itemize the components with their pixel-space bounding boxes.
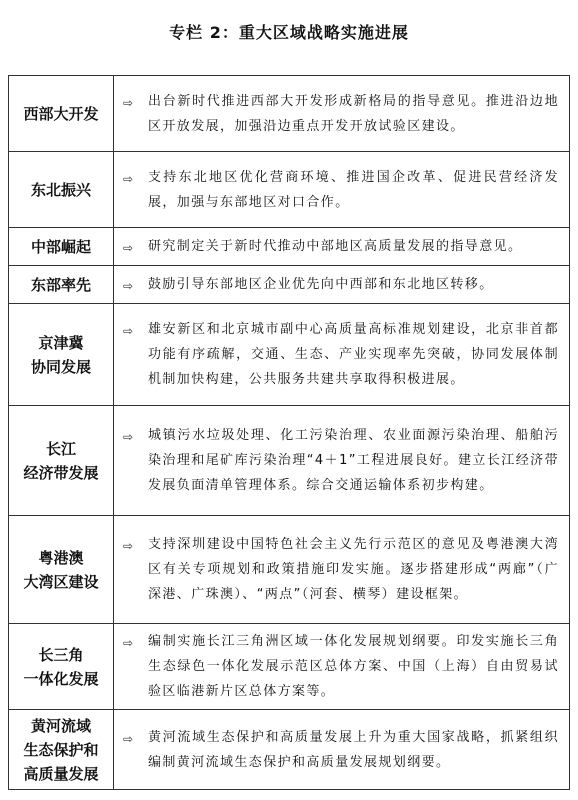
table-row (9, 228, 570, 266)
progress-text: 支持深圳建设中国特色社会主义先行示范区的意见及粤港澳大湾区有关专项规划和政策措施印发实施。逐步搭建形成“两廊”（广深港、广珠澳）、“两点”（河套、横琴）建设框架。 (148, 537, 559, 602)
progress-text: 城镇污水垃圾处理、化工污染治理、农业面源污染治理、船舶污染治理和尾矿库污染治理“4＋1”工程进展良好。建立长江经济带发展负面清单管理体系。综合交通运输体系初步构建。 (148, 428, 559, 493)
table-row (9, 406, 570, 516)
region-name: 粤港澳 大湾区建设 (9, 516, 114, 624)
table-row (9, 76, 570, 152)
progress-text: 鼓励引导东部地区企业优先向中西部和东北地区转移。 (148, 277, 494, 292)
hollow-arrow-icon: ⇨ (123, 279, 134, 293)
region-name: 长江 经济带发展 (9, 406, 114, 516)
progress-text: 黄河流域生态保护和高质量发展上升为重大国家战略，抓紧组织编制黄河流域生态保护和高质量发展规划纲要。 (148, 729, 559, 770)
table-row (9, 624, 570, 710)
hollow-arrow-icon: ⇨ (123, 95, 134, 110)
hollow-arrow-icon: ⇨ (123, 324, 134, 338)
progress-text: 支持东北地区优化营商环境、推进国企改革、促进民营经济发展，加强与东部地区对口合作。 (148, 169, 559, 210)
region-name: 东部率先 (9, 266, 114, 304)
hollow-arrow-icon: ⇨ (123, 636, 134, 650)
region-name: 中部崛起 (9, 228, 114, 266)
region-name: 西部大开发 (9, 76, 114, 152)
table-row (9, 710, 570, 790)
table-row (9, 304, 570, 406)
progress-text: 出台新时代推进西部大开发形成新格局的指导意见。推进沿边地区开放发展，加强沿边重点开发开放试验区建设。 (148, 93, 559, 134)
table-row (9, 516, 570, 624)
table-row (9, 266, 570, 304)
progress-text: 研究制定关于新时代推动中部地区高质量发展的指导意见。 (148, 239, 523, 254)
hollow-arrow-icon: ⇨ (123, 539, 134, 553)
region-name: 京津冀 协同发展 (9, 304, 114, 406)
hollow-arrow-icon: ⇨ (123, 241, 134, 255)
table-row (9, 152, 570, 228)
page-title: 专栏 2：重大区域战略实施进展 (169, 23, 409, 42)
hollow-arrow-icon: ⇨ (123, 171, 134, 186)
region-name: 黄河流域 生态保护和 高质量发展 (9, 710, 114, 790)
hollow-arrow-icon: ⇨ (123, 731, 134, 746)
progress-text: 编制实施长江三角洲区域一体化发展规划纲要。印发实施长三角生态绿色一体化发展示范区总体方案、中国（上海）自由贸易试验区临港新片区总体方案等。 (148, 634, 559, 699)
region-name: 东北振兴 (9, 152, 114, 228)
hollow-arrow-icon: ⇨ (123, 430, 134, 444)
progress-text: 雄安新区和北京城市副中心高质量高标准规划建设，北京非首都功能有序疏解，交通、生态、产业实现率先突破，协同发展体制机制加快构建，公共服务共建共享取得积极进展。 (148, 322, 559, 387)
region-name: 长三角 一体化发展 (9, 624, 114, 710)
strategy-table (8, 75, 570, 790)
